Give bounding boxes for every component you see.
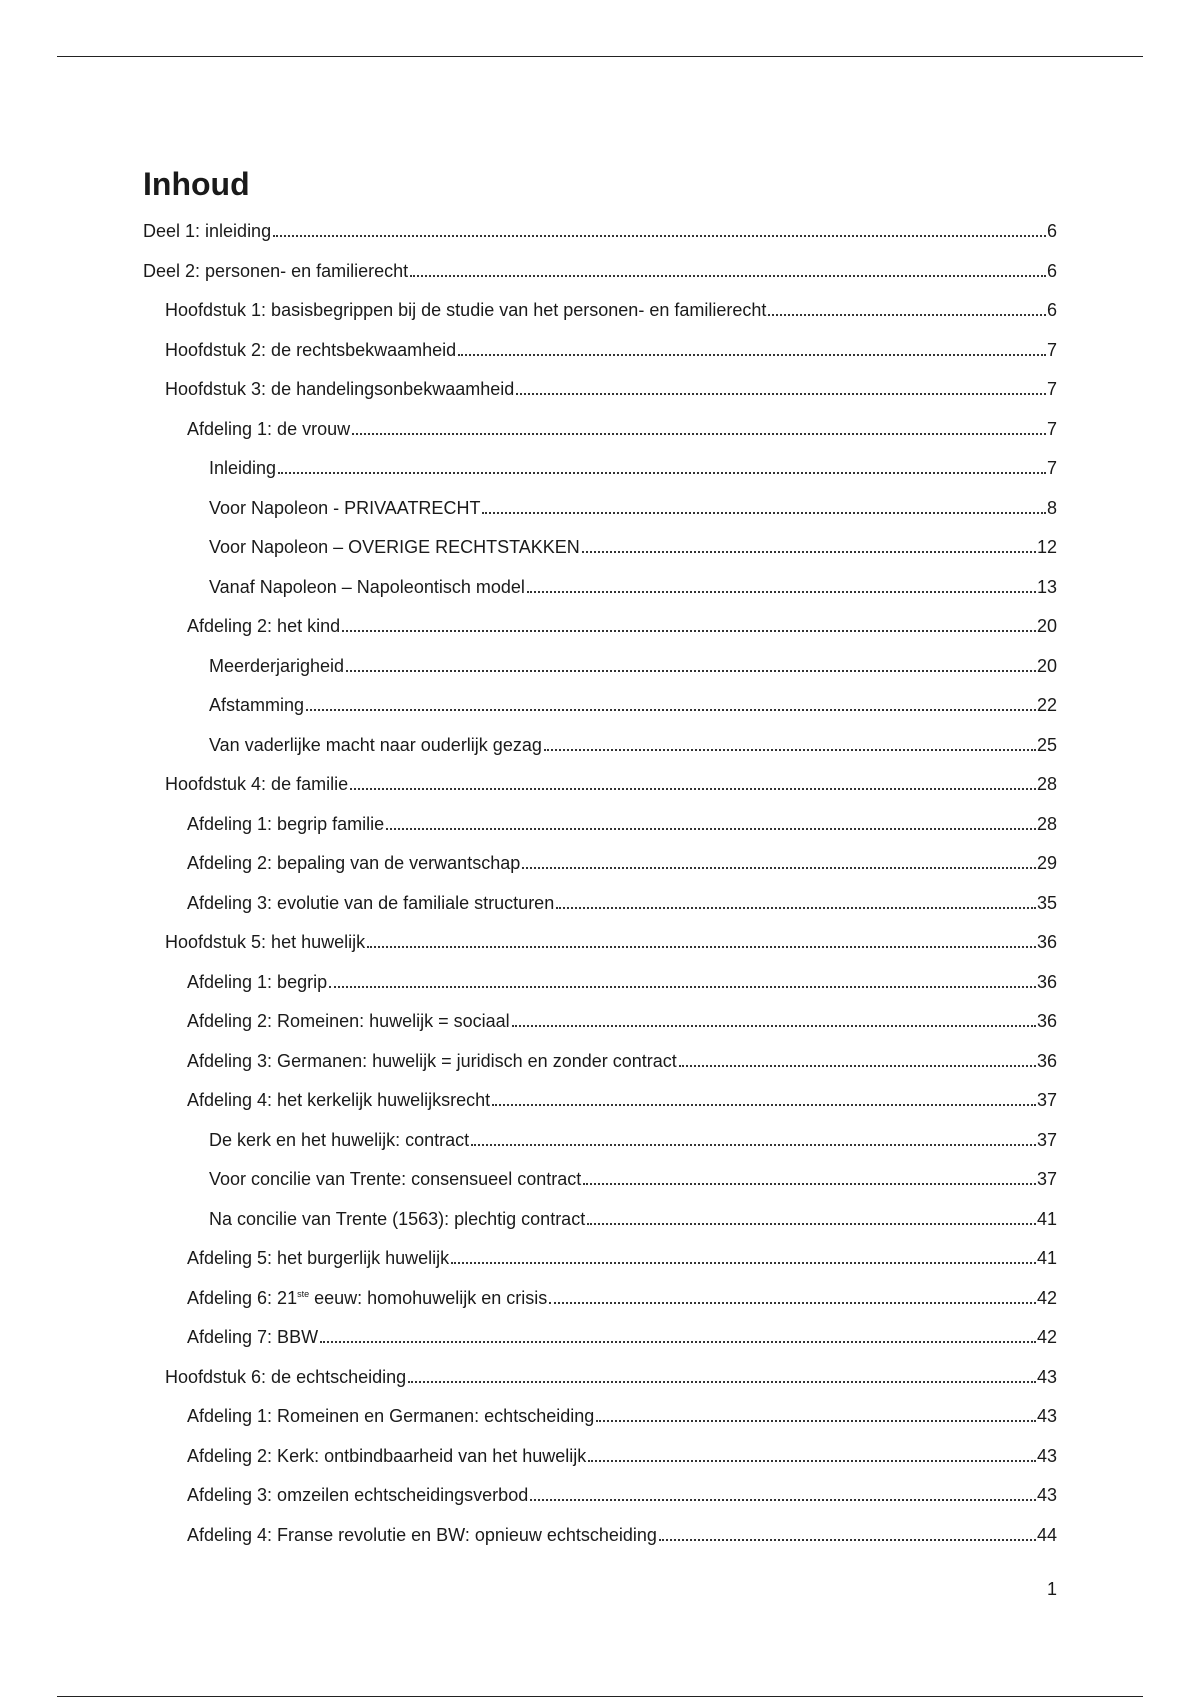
toc-entry-text: Deel 1: inleiding xyxy=(143,221,272,241)
toc-entry[interactable] xyxy=(209,490,1057,520)
toc-entry[interactable] xyxy=(209,727,1057,757)
toc-dot-leader xyxy=(410,275,1046,277)
toc-dot-leader xyxy=(659,1539,1036,1541)
toc-entry[interactable] xyxy=(209,1201,1057,1231)
toc-entry-page: 25 xyxy=(1036,734,1057,755)
toc-dot-leader xyxy=(350,788,1036,790)
toc-dot-leader xyxy=(530,1499,1036,1501)
toc-entry-text: Afdeling 4: Franse revolutie en BW: opnieuw echtscheiding xyxy=(187,1524,657,1545)
toc-entry-text: Afstamming xyxy=(209,695,305,715)
toc-entry[interactable] xyxy=(165,924,1057,954)
toc-entry-text: Afdeling 1: de vrouw xyxy=(187,418,351,439)
page-number: 1 xyxy=(1046,1579,1057,1599)
toc-entry-page: 37 xyxy=(1036,1090,1057,1110)
toc-entry-text: Afdeling 2: bepaling van de verwantschap xyxy=(187,853,521,873)
toc-entry-text: Afdeling 7: BBW xyxy=(187,1327,319,1347)
toc-dot-leader xyxy=(386,828,1036,830)
toc-dot-leader xyxy=(588,1460,1036,1462)
toc-dot-leader xyxy=(544,749,1036,751)
toc-entry-page: 35 xyxy=(1036,892,1057,913)
toc-entry-page: 41 xyxy=(1036,1248,1057,1268)
toc-entry[interactable] xyxy=(187,411,1057,441)
toc-entry[interactable] xyxy=(187,1003,1057,1033)
toc-entry[interactable] xyxy=(143,253,1057,283)
toc-dot-leader xyxy=(273,235,1046,237)
toc-entry[interactable] xyxy=(209,1122,1057,1152)
toc-entry-page: 8 xyxy=(1046,497,1057,518)
toc-dot-leader xyxy=(320,1341,1036,1343)
toc-entry-page: 43 xyxy=(1036,1406,1057,1426)
toc-entry[interactable] xyxy=(209,450,1057,480)
toc-dot-leader xyxy=(679,1065,1036,1067)
toc-dot-leader xyxy=(768,314,1046,316)
toc-entry-text: Afdeling 4: het kerkelijk huwelijksrecht xyxy=(187,1090,491,1110)
toc-entry-text: Hoofdstuk 1: basisbegrippen bij de studie van het personen- en familierecht xyxy=(165,300,767,320)
toc-entry[interactable] xyxy=(187,1319,1057,1349)
toc-dot-leader xyxy=(408,1381,1036,1383)
toc-dot-leader xyxy=(306,709,1036,711)
toc-entry-text: Afdeling 3: omzeilen echtscheidingsverbod xyxy=(187,1485,529,1505)
toc-entry-page: 43 xyxy=(1036,1445,1057,1466)
toc-entry[interactable] xyxy=(143,213,1057,243)
toc-entry-text: Voor Napoleon - PRIVAATRECHT xyxy=(209,497,481,518)
toc-entry-text: Afdeling 3: evolutie van de familiale structuren xyxy=(187,892,555,913)
toc-entry-superscript: ste xyxy=(297,1288,310,1299)
toc-entry-page: 7 xyxy=(1046,339,1057,360)
toc-entry-page: 6 xyxy=(1046,300,1057,320)
toc-entry-page: 36 xyxy=(1036,932,1057,952)
toc-entry-text: Hoofdstuk 5: het huwelijk xyxy=(165,932,366,952)
toc-entry-text: Hoofdstuk 2: de rechtsbekwaamheid xyxy=(165,339,457,360)
toc-entry[interactable] xyxy=(187,885,1057,915)
toc-entry[interactable] xyxy=(187,1082,1057,1112)
toc-dot-leader xyxy=(346,670,1036,672)
toc-entry[interactable] xyxy=(209,569,1057,599)
toc-entry-page: 37 xyxy=(1036,1129,1057,1150)
toc-entry[interactable] xyxy=(187,608,1057,638)
toc-entry-text: Afdeling 5: het burgerlijk huwelijk xyxy=(187,1248,450,1268)
toc-dot-leader xyxy=(342,630,1036,632)
toc-entry-page: 36 xyxy=(1036,1050,1057,1071)
toc-dot-leader xyxy=(451,1262,1036,1264)
toc-entry-page: 7 xyxy=(1046,418,1057,439)
toc-entry-text: Afdeling 1: begrip xyxy=(187,971,328,992)
toc-entry-page: 12 xyxy=(1036,537,1057,557)
toc-entry-text: Meerderjarigheid xyxy=(209,655,345,676)
toc-entry-page: 28 xyxy=(1036,774,1057,794)
toc-dot-leader xyxy=(527,591,1036,593)
toc-entry[interactable] xyxy=(165,1359,1057,1389)
toc-entry[interactable] xyxy=(165,371,1057,401)
toc-entry-text: Afdeling 1: begrip familie xyxy=(187,813,385,834)
toc-dot-leader xyxy=(482,512,1046,514)
toc-entry-text: Van vaderlijke macht naar ouderlijk gezag xyxy=(209,734,542,755)
toc-dot-leader xyxy=(367,946,1036,948)
toc-entry[interactable] xyxy=(165,332,1057,362)
toc-entry[interactable] xyxy=(209,648,1057,678)
toc-entry-page: 42 xyxy=(1036,1287,1057,1308)
header-rule xyxy=(57,56,1143,57)
toc-entry[interactable] xyxy=(209,529,1057,559)
toc-entry-text: Hoofdstuk 4: de familie xyxy=(165,774,349,794)
toc-entry-page: 13 xyxy=(1036,576,1057,597)
toc-entry[interactable] xyxy=(209,687,1057,717)
toc-entry[interactable] xyxy=(187,1438,1057,1468)
toc-entry-text: Afdeling 2: Romeinen: huwelijk = sociaal xyxy=(187,1011,510,1031)
toc-entry[interactable] xyxy=(187,1398,1057,1428)
toc-entry[interactable] xyxy=(187,964,1057,994)
toc-entry-page: 44 xyxy=(1036,1524,1057,1545)
toc-entry-text: Hoofdstuk 3: de handelingsonbekwaamheid xyxy=(165,379,515,399)
toc-entry[interactable] xyxy=(165,766,1057,796)
toc-entry[interactable] xyxy=(165,292,1057,322)
toc-dot-leader xyxy=(516,393,1046,395)
toc-entry-page: 7 xyxy=(1046,458,1057,478)
toc-dot-leader xyxy=(583,1183,1036,1185)
footer-rule xyxy=(57,1696,1143,1697)
toc-dot-leader xyxy=(458,354,1046,356)
toc-dot-leader xyxy=(471,1144,1036,1146)
toc-entry-text: Afdeling 1: Romeinen en Germanen: echtscheiding xyxy=(187,1406,595,1426)
toc-entry[interactable] xyxy=(187,1240,1057,1270)
toc-entry[interactable] xyxy=(187,1477,1057,1507)
toc-dot-leader xyxy=(587,1223,1036,1225)
toc-dot-leader xyxy=(512,1025,1036,1027)
toc-dot-leader xyxy=(596,1420,1036,1422)
toc-entry-page: 41 xyxy=(1036,1208,1057,1229)
toc-dot-leader xyxy=(549,1302,1036,1304)
toc-entry[interactable] xyxy=(187,1280,1057,1310)
toc-entry-text: Deel 2: personen- en familierecht xyxy=(143,260,409,281)
toc-entry-page: 20 xyxy=(1036,616,1057,636)
toc-entry-text: Afdeling 2: Kerk: ontbindbaarheid van het huwelijk xyxy=(187,1445,587,1466)
toc-dot-leader xyxy=(329,986,1036,988)
toc-entry-text: Afdeling 6: 21ste eeuw: homohuwelijk en crisis xyxy=(187,1287,548,1308)
toc-entry-page: 6 xyxy=(1046,260,1057,281)
toc-dot-leader xyxy=(556,907,1036,909)
toc-entry-text: Na concilie van Trente (1563): plechtig contract xyxy=(209,1208,586,1229)
toc-entry-page: 43 xyxy=(1036,1366,1057,1387)
toc-entry-text: Afdeling 3: Germanen: huwelijk = juridisch en zonder contract xyxy=(187,1050,677,1071)
toc-entry-page: 7 xyxy=(1046,379,1057,399)
toc-title: Inhoud xyxy=(143,166,250,202)
toc-entry[interactable] xyxy=(187,1043,1057,1073)
toc-dot-leader xyxy=(522,867,1036,869)
toc-entry-page: 42 xyxy=(1036,1327,1057,1347)
toc-entry-text: Voor Napoleon – OVERIGE RECHTSTAKKEN xyxy=(209,537,580,557)
toc-entry-page: 20 xyxy=(1036,655,1057,676)
toc-entry-page: 22 xyxy=(1036,695,1057,715)
toc-dot-leader xyxy=(582,551,1036,553)
toc-dot-leader xyxy=(492,1104,1036,1106)
toc-dot-leader xyxy=(352,433,1046,435)
toc-entry-text: Voor concilie van Trente: consensueel contract xyxy=(209,1169,582,1189)
toc-entry-page: 29 xyxy=(1036,853,1057,873)
toc-entry-page: 37 xyxy=(1036,1169,1057,1189)
toc-entry[interactable] xyxy=(209,1161,1057,1191)
toc-entry-text: Hoofdstuk 6: de echtscheiding xyxy=(165,1366,407,1387)
toc-entry[interactable] xyxy=(187,806,1057,836)
toc-entry-page: 43 xyxy=(1036,1485,1057,1505)
toc-dot-leader xyxy=(278,472,1046,474)
toc-entry[interactable] xyxy=(187,845,1057,875)
toc-entry-page: 36 xyxy=(1036,971,1057,992)
toc-entry[interactable] xyxy=(187,1517,1057,1547)
toc-entry-text: De kerk en het huwelijk: contract xyxy=(209,1129,470,1150)
toc-entry-page: 28 xyxy=(1036,813,1057,834)
toc-entry-page: 36 xyxy=(1036,1011,1057,1031)
toc-entry-text: Inleiding xyxy=(209,458,277,478)
toc-entry-text: Afdeling 2: het kind xyxy=(187,616,341,636)
toc-entry-page: 6 xyxy=(1046,221,1057,241)
toc-entry-text: Vanaf Napoleon – Napoleontisch model xyxy=(209,576,525,597)
